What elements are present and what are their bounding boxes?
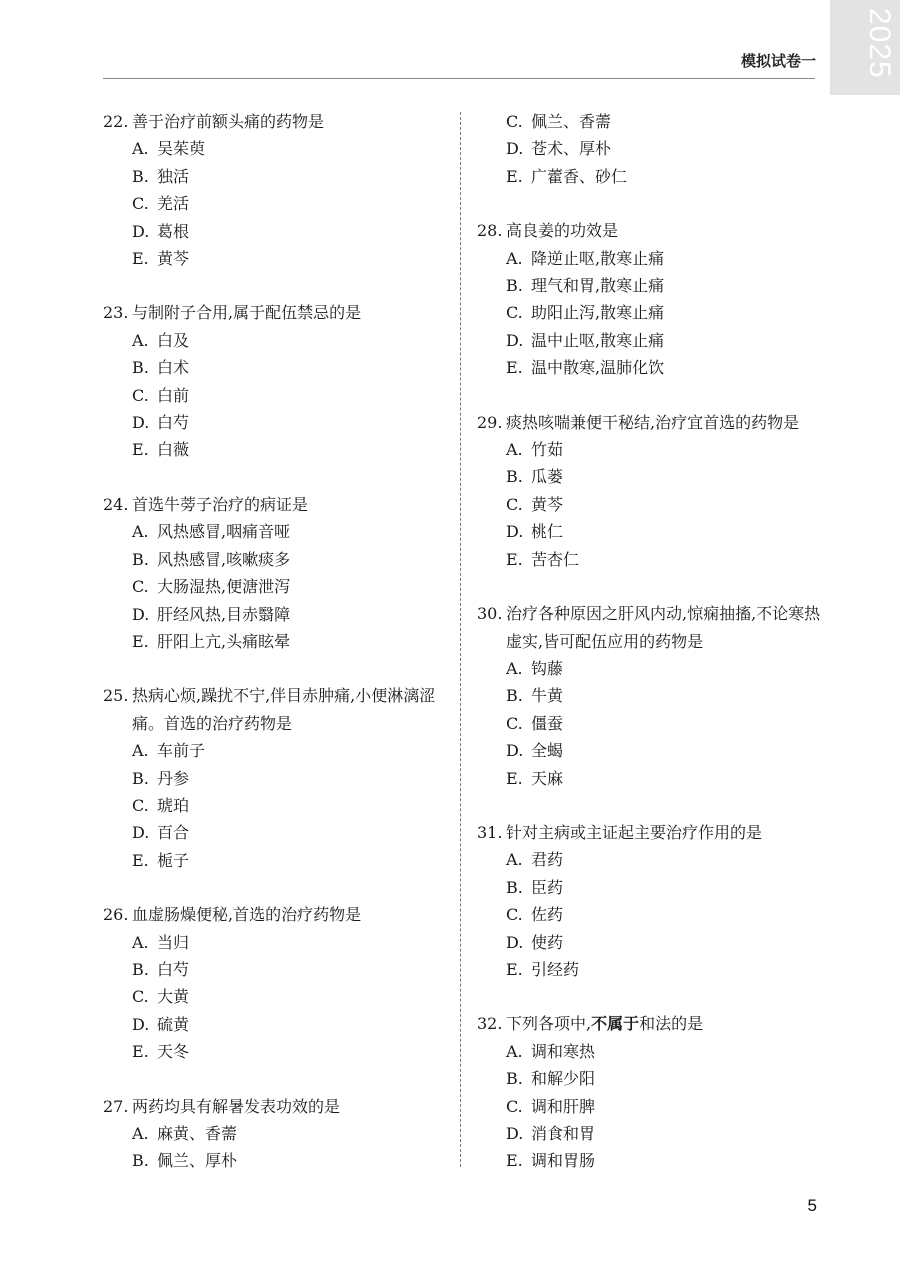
option-text: 君药 [531,850,564,870]
option-text: 白及 [157,330,190,350]
option-c [132,382,443,409]
option-letter: A. [506,440,523,460]
option-a [506,1038,827,1065]
question-number: 26. [103,905,129,925]
question-stem [103,299,443,326]
option-letter: D. [506,1124,524,1143]
option-text: 广藿香、砂仁 [531,166,628,186]
option-text: 独活 [157,166,190,186]
question-26 [103,901,443,1065]
option-d [132,218,443,245]
option-list [103,737,443,874]
option-text: 肝阳上亢,头痛眩晕 [157,631,291,651]
option-a [132,135,443,162]
question-stem [103,108,443,135]
question-27 [103,1093,443,1175]
question-22 [103,108,443,272]
option-letter: E. [506,358,523,378]
question-text: 与制附子合用,属于配伍禁忌的是 [132,303,362,323]
option-text: 牛黄 [531,686,564,706]
question-number: 31. [477,822,503,842]
option-text: 栀子 [157,850,190,870]
question-number: 27. [103,1096,129,1116]
option-text: 消食和胃 [531,1124,596,1143]
option-b [506,1065,827,1092]
option-c [506,901,827,928]
question-number: 30. [477,604,503,624]
left-column [103,108,443,1202]
option-text: 葛根 [157,221,190,241]
option-text: 苍术、厚朴 [531,139,612,159]
option-letter: A. [506,850,523,870]
option-list [477,245,827,382]
question-text: 治疗各种原因之肝风内动,惊痫抽搐,不论寒热虚实,皆可配伍应用的药物是 [506,604,821,651]
option-text: 佩兰、香薷 [531,112,612,131]
option-letter: A. [132,139,149,159]
option-e [132,1038,443,1065]
option-c [506,710,827,737]
question-24 [103,491,443,655]
option-list [103,1120,443,1175]
option-d [132,819,443,846]
option-d [132,1011,443,1038]
option-b [132,956,443,983]
option-text: 大黄 [157,987,190,1007]
option-b [132,1147,443,1174]
option-letter: A. [132,932,149,952]
option-text: 黄芩 [531,494,564,514]
option-letter: C. [132,194,149,214]
question-number: 24. [103,494,129,514]
question-number: 23. [103,303,129,323]
option-letter: D. [132,413,150,433]
option-d [506,737,827,764]
option-text: 和解少阳 [531,1069,596,1089]
question-text: 热病心烦,躁扰不宁,伴目赤肿痛,小便淋漓涩痛。首选的治疗药物是 [132,686,436,733]
question-text-pre: 下列各项中, [506,1014,592,1034]
question-stem [477,217,827,244]
option-letter: B. [132,1151,149,1171]
option-text: 苦杏仁 [531,549,580,569]
option-letter: E. [132,440,149,460]
option-e [132,436,443,463]
option-letter: B. [132,358,149,378]
question-number: 32. [477,1014,503,1034]
option-e [132,628,443,655]
question-23 [103,299,443,463]
option-a [506,436,827,463]
option-text: 竹茹 [531,440,564,460]
option-letter: E. [132,249,149,269]
option-letter: D. [506,522,524,542]
question-text: 痰热咳喘兼便干秘结,治疗宜首选的药物是 [506,412,800,432]
option-a [506,846,827,873]
option-text: 麻黄、香薷 [157,1124,238,1143]
question-30 [477,600,827,792]
option-d [506,929,827,956]
option-letter: C. [506,112,523,131]
option-list [477,655,827,792]
option-d [506,135,827,162]
page-title: 模拟试卷一 [740,52,816,70]
option-text: 硫黄 [157,1014,190,1034]
option-e [132,847,443,874]
option-letter: B. [132,959,149,979]
option-text: 佐药 [531,905,564,925]
option-text: 全蝎 [531,741,564,761]
option-text: 风热感冒,咳嗽痰多 [157,549,291,569]
option-letter: A. [506,1041,523,1061]
option-letter: D. [132,1014,150,1034]
option-letter: D. [132,221,150,241]
option-list [477,846,827,983]
option-list [103,518,443,655]
question-stem [477,819,827,846]
option-text: 吴茱萸 [157,139,206,159]
option-text: 降逆止呕,散寒止痛 [531,248,665,268]
option-text: 黄芩 [157,249,190,269]
option-letter: B. [132,549,149,569]
question-number: 22. [103,112,129,131]
option-text: 佩兰、厚朴 [157,1151,238,1171]
option-text: 白术 [157,358,190,378]
option-e [506,354,827,381]
option-d [132,409,443,436]
option-letter: A. [132,741,149,761]
option-a [506,655,827,682]
option-d [132,601,443,628]
option-d [506,518,827,545]
option-a [132,737,443,764]
option-a [132,929,443,956]
option-text: 白芍 [157,959,190,979]
option-c [132,983,443,1010]
question-text: 针对主病或主证起主要治疗作用的是 [506,822,763,842]
option-a [132,1120,443,1147]
option-text: 瓜蒌 [531,467,564,487]
question-29 [477,409,827,573]
option-b [506,682,827,709]
option-letter: A. [132,1124,149,1143]
question-text: 高良姜的功效是 [506,221,619,241]
option-list [477,108,827,190]
option-text: 僵蚕 [531,713,564,733]
option-text: 琥珀 [157,795,190,815]
option-letter: E. [506,166,523,186]
option-b [132,765,443,792]
column-divider [460,112,461,1167]
option-text: 车前子 [157,741,206,761]
option-list [103,135,443,272]
option-letter: B. [132,166,149,186]
question-text [506,1010,827,1037]
option-b [506,874,827,901]
option-letter: D. [506,741,524,761]
option-text: 风热感冒,咽痛音哑 [157,522,291,542]
option-text: 调和胃肠 [531,1151,596,1171]
option-list [477,436,827,573]
option-list [103,929,443,1066]
option-text: 调和寒热 [531,1041,596,1061]
option-letter: E. [506,768,523,788]
option-letter: E. [506,549,523,569]
option-letter: B. [506,877,523,897]
option-text: 温中止呕,散寒止痛 [531,330,665,350]
option-text: 大肠湿热,便溏泄泻 [157,577,291,597]
option-b [506,463,827,490]
option-list [477,1038,827,1175]
option-letter: C. [506,1096,523,1116]
option-letter: D. [506,330,524,350]
option-a [132,518,443,545]
option-e [506,546,827,573]
option-c [506,491,827,518]
option-c [132,792,443,819]
option-letter: C. [132,987,149,1007]
option-e [132,245,443,272]
option-letter: E. [506,959,523,979]
option-text: 温中散寒,温肺化饮 [531,358,665,378]
option-text: 臣药 [531,877,564,897]
option-letter: E. [506,1151,523,1171]
question-stem [103,1093,443,1120]
option-letter: E. [132,631,149,651]
question-stem [103,682,443,737]
option-letter: C. [506,905,523,925]
option-text: 钩藤 [531,658,564,678]
option-letter: B. [506,467,523,487]
option-e [506,765,827,792]
question-stem [103,901,443,928]
option-letter: C. [506,303,523,323]
option-letter: E. [132,1042,149,1062]
option-letter: D. [506,139,524,159]
option-letter: C. [132,385,149,405]
option-letter: B. [506,276,523,296]
option-letter: A. [506,248,523,268]
option-d [506,327,827,354]
question-number: 25. [103,686,129,706]
option-e [506,163,827,190]
option-letter: D. [132,823,150,843]
question-text: 首选牛蒡子治疗的病证是 [132,494,309,514]
question-text-post: 和法的是 [639,1014,704,1034]
option-letter: B. [506,1069,523,1089]
question-27-continued [477,108,827,190]
option-letter: A. [132,330,149,350]
option-e [506,1147,827,1174]
option-c [132,190,443,217]
question-number: 29. [477,412,503,432]
option-text: 肝经风热,目赤翳障 [157,604,291,624]
option-text: 助阳止泻,散寒止痛 [531,303,665,323]
question-number: 28. [477,221,503,241]
question-31 [477,819,827,983]
question-text: 血虚肠燥便秘,首选的治疗药物是 [132,905,362,925]
question-text: 善于治疗前额头痛的药物是 [132,112,325,131]
option-letter: C. [132,577,149,597]
question-25 [103,682,443,874]
option-list [103,327,443,464]
option-text: 百合 [157,823,190,843]
option-letter: C. [506,713,523,733]
option-text: 当归 [157,932,190,952]
question-32 [477,1010,827,1174]
option-letter: D. [132,604,150,624]
question-stem [103,491,443,518]
question-text: 两药均具有解暑发表功效的是 [132,1096,341,1116]
option-b [506,272,827,299]
question-stem [477,600,827,655]
option-letter: A. [506,658,523,678]
year-tab-label: 2025 [863,8,896,79]
option-text: 引经药 [531,959,580,979]
right-column [477,108,827,1202]
option-letter: A. [132,522,149,542]
option-text: 调和肝脾 [531,1096,596,1116]
option-letter: B. [132,768,149,788]
option-text: 天冬 [157,1042,190,1062]
option-a [132,327,443,354]
option-b [132,546,443,573]
option-c [506,108,827,135]
option-c [506,1093,827,1120]
option-text: 理气和胃,散寒止痛 [531,276,665,296]
option-letter: E. [132,850,149,870]
option-d [506,1120,827,1147]
question-stem [477,409,827,436]
option-letter: D. [506,932,524,952]
option-letter: C. [132,795,149,815]
option-text: 使药 [531,932,564,952]
option-text: 丹参 [157,768,190,788]
option-letter: C. [506,494,523,514]
option-letter: B. [506,686,523,706]
header-divider [103,78,815,79]
option-text: 桃仁 [531,522,564,542]
option-c [132,573,443,600]
option-a [506,245,827,272]
option-c [506,299,827,326]
option-text: 白芍 [157,413,190,433]
option-text: 天麻 [531,768,564,788]
year-tab [830,0,900,95]
question-stem [477,1010,827,1037]
page-number: 5 [807,1196,817,1215]
option-b [132,163,443,190]
option-b [132,354,443,381]
option-text: 羌活 [157,194,190,214]
question-28 [477,217,827,381]
option-e [506,956,827,983]
question-text-emphasis: 不属于 [591,1014,640,1034]
option-text: 白前 [157,385,190,405]
option-text: 白薇 [157,440,190,460]
